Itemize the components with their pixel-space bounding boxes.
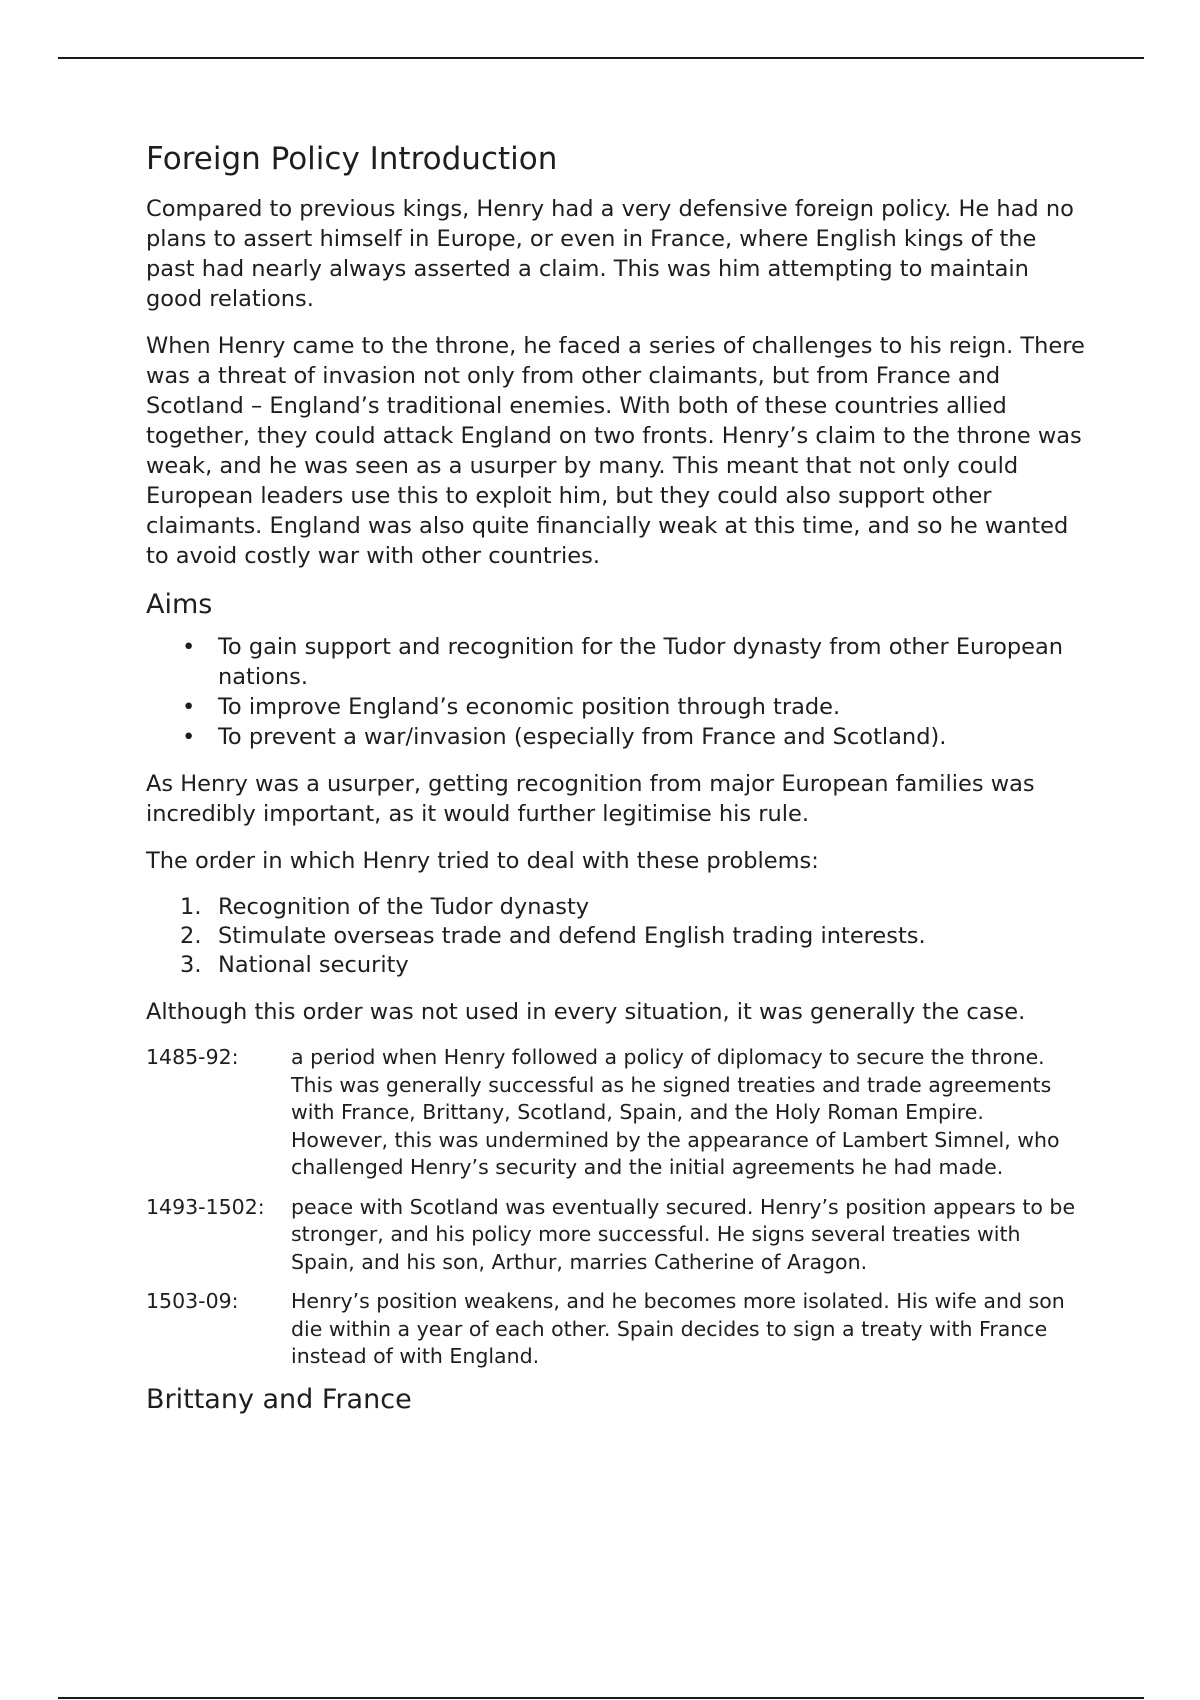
timeline-period: 1503-09: [146,1289,239,1313]
aims-heading: Aims [146,589,213,620]
order-intro: The order in which Henry tried to deal with these problems: [146,848,819,874]
timeline-entry [146,1194,1086,1277]
aims-list [146,632,1086,752]
header-rule [58,57,1144,59]
page-title: Foreign Policy Introduction [146,141,558,177]
priority-text: Recognition of the Tudor dynasty [218,894,590,920]
bullet-icon: • [182,724,196,750]
timeline-description: Henry’s position weakens, and he becomes more isolated. His wife and son die within a year of each other. Spain decides to sign a treaty with France instead of with England. [291,1289,1065,1368]
priority-text: Stimulate overseas trade and defend English trading interests. [218,923,926,949]
document-body [146,140,1086,1427]
timeline-description: a period when Henry followed a policy of diplomacy to secure the throne. This was generally successful as he signed treaties and trade agreements with France, Brittany, Scotland, Spain, and the Holy Roman Empire. However, this was undermined by the appearance of Lambert Simnel, who challenged Henry’s security and the initial agreements he had made. [291,1045,1060,1179]
timeline-period: 1485-92: [146,1045,239,1069]
brittany-france-heading: Brittany and France [146,1383,412,1415]
list-number: 2. [180,923,202,949]
priority-list [146,893,1086,980]
bullet-icon: • [182,694,196,720]
timeline-description: peace with Scotland was eventually secured. Henry’s position appears to be stronger, and his policy more successful. He signs several treaties with Spain, and his son, Arthur, marries Catherine of Aragon. [291,1194,1076,1274]
aim-text: To gain support and recognition for the Tudor dynasty from other European nations. [218,634,1064,690]
challenges-paragraph: When Henry came to the throne, he faced a series of challenges to his reign. There was a threat of invasion not only from other claimants, but from France and Scotland – England’s traditional enemies. With both of these countries allied together, they could attack England on two fronts. Henry’s claim to the throne was weak, and he was seen as a usurper by many. This meant that not only could European leaders use this to exploit him, but they could also support other claimants. England was also quite financially weak at this time, and so he wanted to avoid costly war with other countries. [146,333,1085,569]
list-item [146,951,1086,980]
aim-text: To prevent a war/invasion (especially from France and Scotland). [218,724,947,750]
timeline-period: 1493-1502: [146,1194,265,1219]
list-item [146,893,1086,922]
recognition-paragraph: As Henry was a usurper, getting recognition from major European families was incredibly important, as it would further legitimise his rule. [146,771,1035,827]
list-number: 1. [180,894,202,920]
list-item [146,722,1086,752]
list-item [146,692,1086,722]
timeline-entry [146,1044,1086,1182]
intro-paragraph: Compared to previous kings, Henry had a very defensive foreign policy. He had no plans to assert himself in Europe, or even in France, where English kings of the past had nearly always asserted a claim. This was him attempting to maintain good relations. [146,196,1074,312]
priority-text: National security [218,952,409,978]
list-number: 3. [180,952,202,978]
order-note: Although this order was not used in every situation, it was generally the case. [146,999,1026,1025]
list-item [146,922,1086,951]
timeline-entry [146,1288,1086,1371]
list-item [146,632,1086,692]
bullet-icon: • [182,634,196,660]
aim-text: To improve England’s economic position through trade. [218,694,841,720]
footer-rule [58,1697,1144,1699]
timeline [146,1044,1086,1371]
